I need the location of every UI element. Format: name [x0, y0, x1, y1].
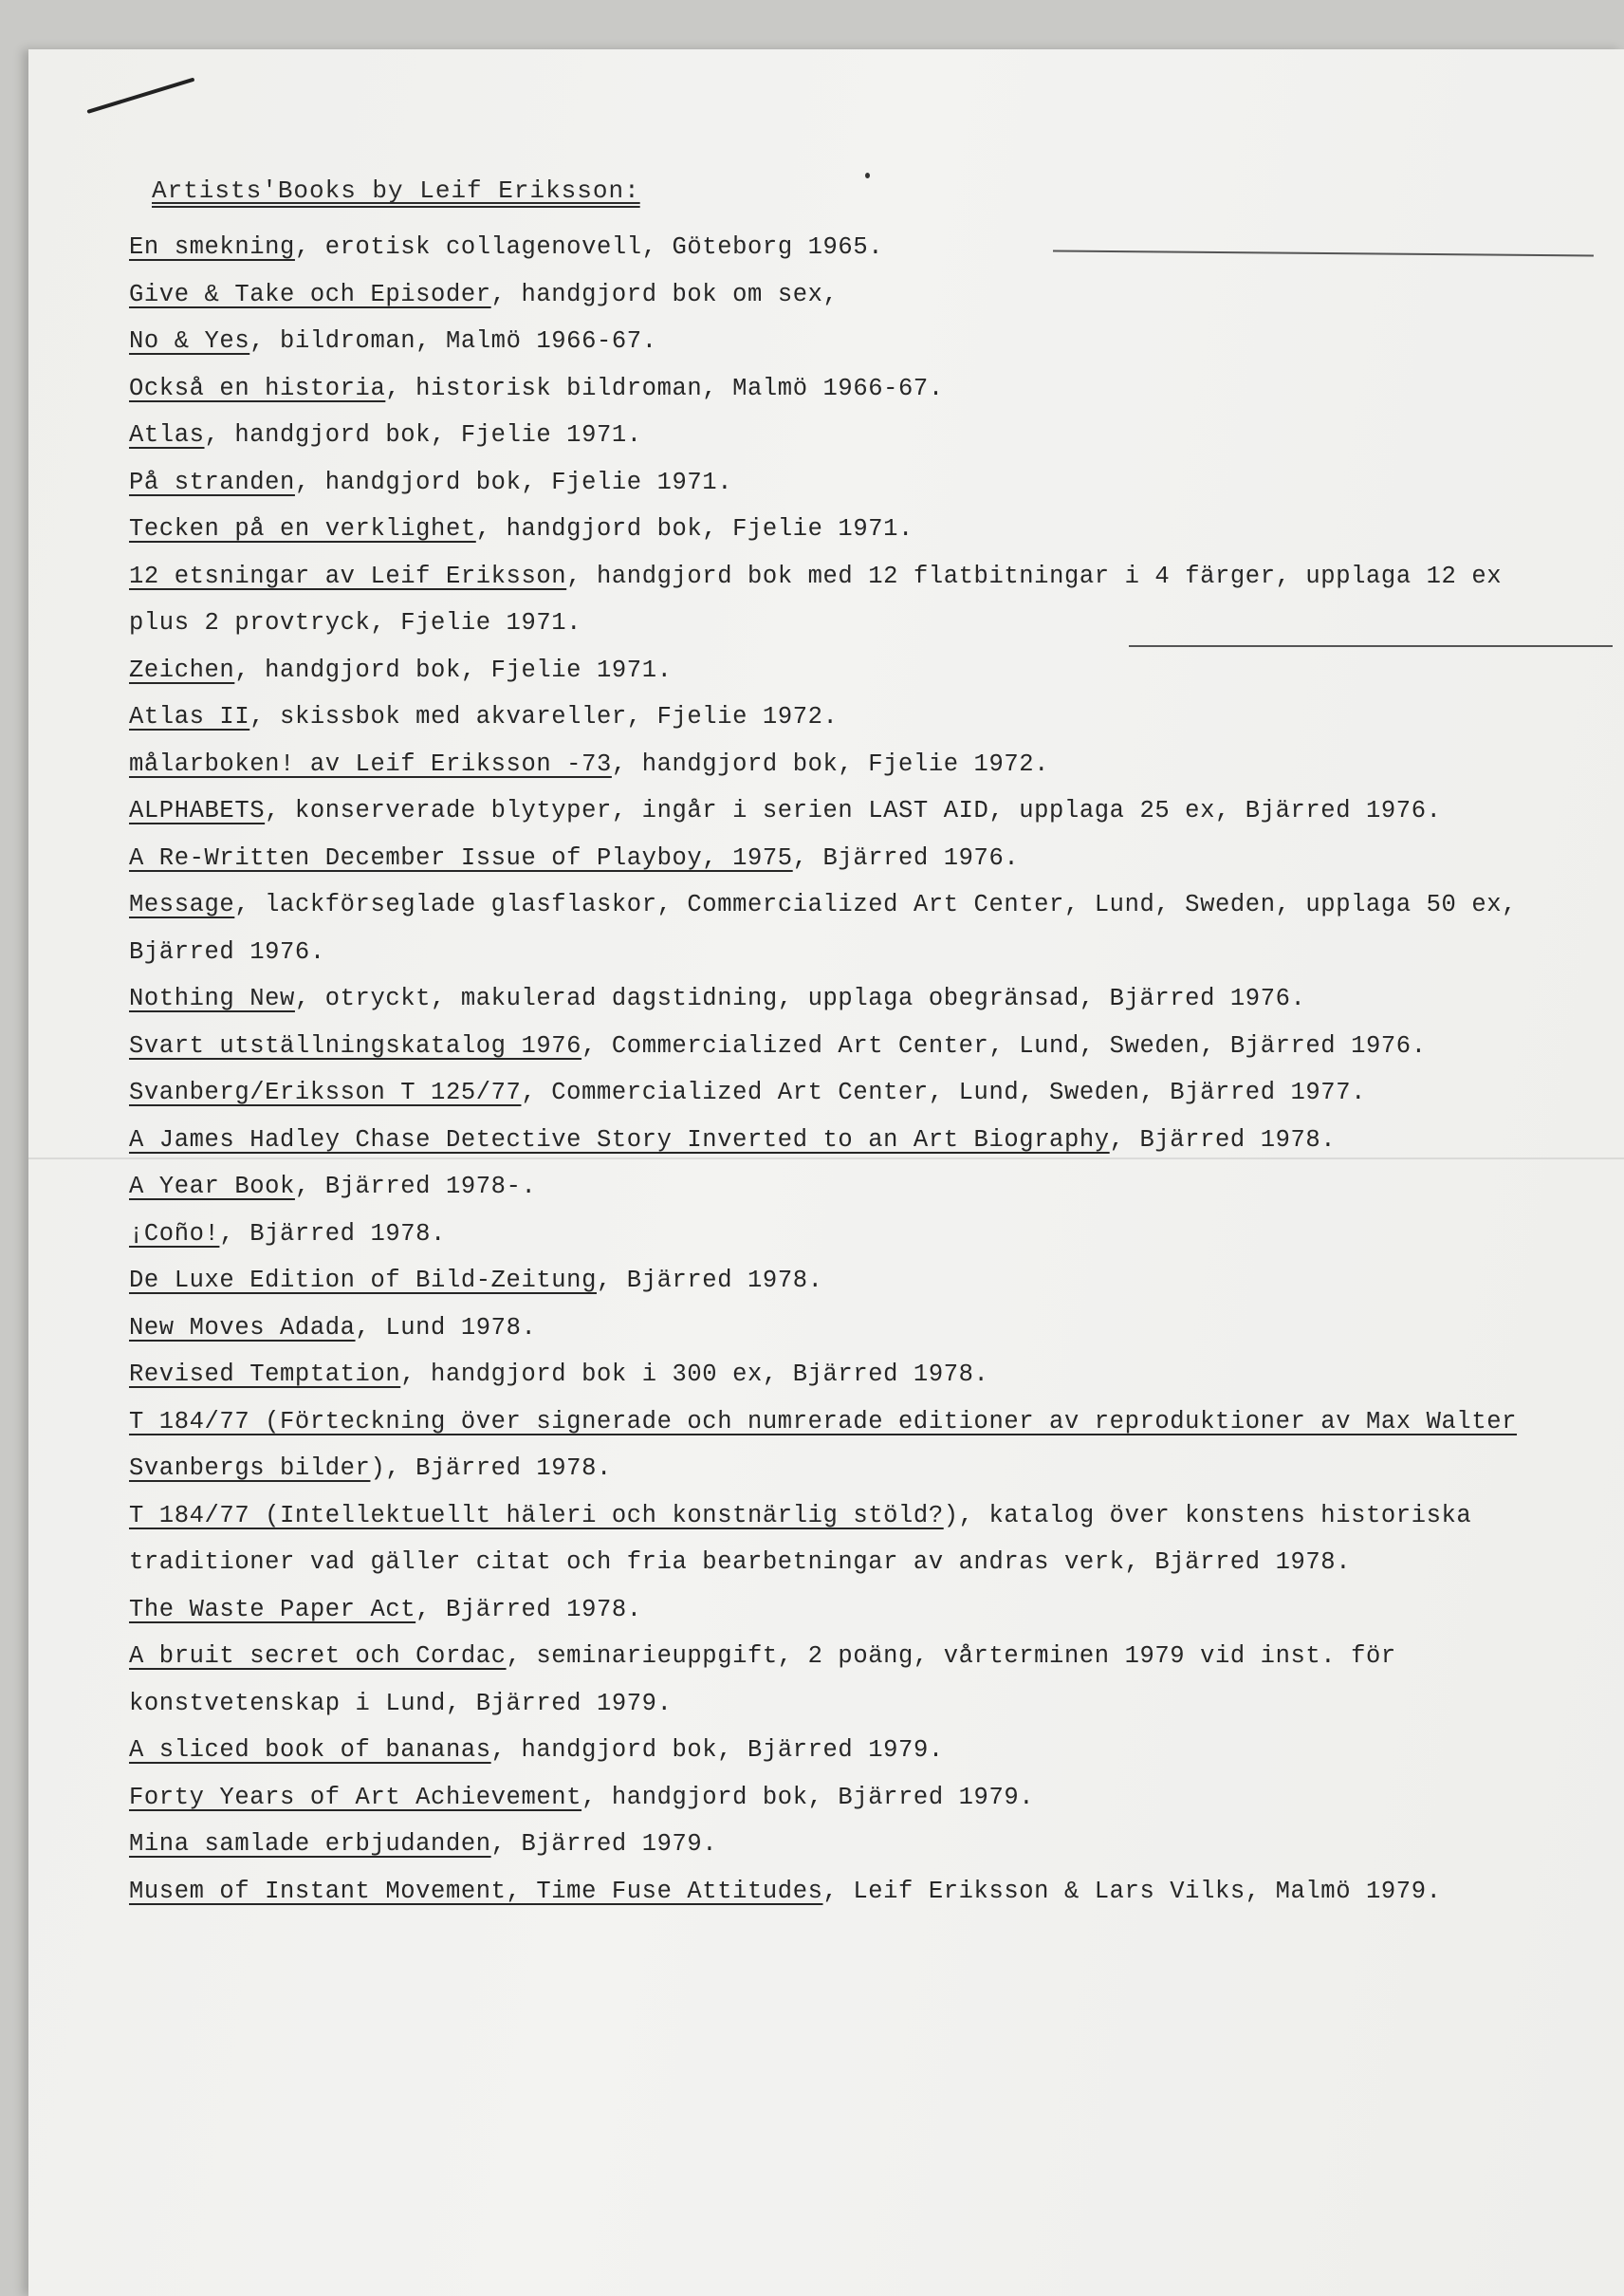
- book-title: A James Hadley Chase Detective Story Inverted to an Art Biography: [129, 1125, 1110, 1154]
- list-item: [129, 787, 1561, 835]
- book-title: ¡Coño!: [129, 1219, 220, 1248]
- book-title: A Year Book: [129, 1173, 295, 1200]
- list-item: [129, 1868, 1561, 1916]
- list-item: [129, 1163, 1561, 1211]
- book-title: På stranden: [129, 468, 295, 496]
- book-title: No & Yes: [129, 327, 250, 355]
- book-title: 12 etsningar av Leif Eriksson: [129, 562, 567, 590]
- list-item: [129, 1351, 1561, 1398]
- book-details: ), Bjärred 1978.: [370, 1454, 612, 1482]
- list-item: [129, 694, 1561, 741]
- list-item: [129, 1821, 1561, 1868]
- book-title: Också en historia: [129, 374, 386, 402]
- list-item: [129, 412, 1561, 459]
- book-details: , handgjord bok i 300 ex, Bjärred 1978.: [400, 1361, 989, 1388]
- book-details: , Bjärred 1978.: [596, 1267, 823, 1294]
- list-item: [129, 835, 1561, 882]
- book-title: Svanberg/Eriksson T 125/77: [129, 1079, 522, 1106]
- book-title: A sliced book of bananas: [129, 1736, 491, 1764]
- list-item: [129, 1586, 1561, 1634]
- book-details: , handgjord bok, Fjelie 1971.: [294, 468, 733, 496]
- list-item: [129, 1023, 1561, 1070]
- book-title: A bruit secret och Cordac: [129, 1642, 507, 1670]
- book-title: målarboken! av Leif Eriksson -73: [129, 750, 612, 778]
- book-details: , historisk bildroman, Malmö 1966-67.: [385, 374, 944, 402]
- list-item: [129, 271, 1561, 319]
- list-item: [129, 1492, 1561, 1586]
- book-details: , konserverade blytyper, ingår i serien LAST AID, upplaga 25 ex, Bjärred 1976.: [265, 797, 1442, 824]
- book-title: Give & Take och Episoder: [129, 280, 491, 308]
- list-item: [129, 881, 1561, 975]
- book-title: De Luxe Edition of Bild-Zeitung: [129, 1267, 597, 1294]
- book-details: , Bjärred 1976.: [792, 843, 1020, 872]
- book-details: , handgjord bok, Fjelie 1971.: [234, 656, 673, 684]
- book-details: , erotisk collagenovell, Göteborg 1965.: [294, 233, 884, 261]
- pen-stroke-mark: [86, 78, 194, 114]
- book-list: [129, 224, 1561, 1915]
- book-details: , skissbok med akvareller, Fjelie 1972.: [249, 703, 839, 731]
- book-details: , lackförseglade glasflaskor, Commercialized Art Center, Lund, Sweden, upplaga 50 ex, Bjärred 1976.: [129, 891, 1518, 966]
- list-item: [129, 1774, 1561, 1822]
- page-title: Artists'Books by Leif Eriksson:: [152, 176, 640, 205]
- book-title: En smekning: [129, 233, 295, 261]
- list-item: [129, 1305, 1561, 1352]
- list-item: [129, 506, 1561, 553]
- list-item: [129, 1211, 1561, 1258]
- book-details: , Bjärred 1978.: [415, 1595, 642, 1623]
- list-item: [129, 1117, 1561, 1164]
- book-details: , otryckt, makulerad dagstidning, upplaga obegränsad, Bjärred 1976.: [294, 985, 1306, 1012]
- book-title: The Waste Paper Act: [129, 1595, 416, 1623]
- book-title: Zeichen: [129, 656, 235, 684]
- book-details: , handgjord bok, Bjärred 1979.: [581, 1783, 1035, 1811]
- book-details: , Bjärred 1978.: [1109, 1125, 1337, 1154]
- book-title: Musem of Instant Movement, Time Fuse Attitudes: [129, 1877, 823, 1905]
- book-title: Svart utställningskatalog 1976: [129, 1031, 582, 1060]
- book-title: New Moves Adada: [129, 1313, 356, 1342]
- book-details: , Bjärred 1979.: [490, 1830, 718, 1858]
- book-details: , Lund 1978.: [355, 1313, 537, 1342]
- list-item: [129, 647, 1561, 694]
- book-details: , Commercialized Art Center, Lund, Sweden, Bjärred 1977.: [521, 1079, 1367, 1106]
- list-item: [129, 459, 1561, 507]
- list-item: [129, 365, 1561, 413]
- book-details: , Bjärred 1978-.: [294, 1173, 537, 1200]
- book-title: Mina samlade erbjudanden: [129, 1830, 491, 1858]
- list-item: [129, 1069, 1561, 1117]
- book-details: , handgjord bok om sex,: [490, 280, 839, 308]
- book-title: Revised Temptation: [129, 1361, 401, 1388]
- list-item: [129, 224, 1561, 271]
- book-title: T 184/77 (Förteckning över signerade och numrerade editioner av reproduktioner av Max Walter Svanbergs bilder: [129, 1407, 1518, 1482]
- list-item: [129, 1398, 1561, 1492]
- book-details: , handgjord bok, Fjelie 1971.: [475, 515, 914, 543]
- book-title: ALPHABETS: [129, 797, 266, 824]
- list-item: [129, 975, 1561, 1023]
- ink-dot-mark: [865, 173, 870, 178]
- book-title: Atlas: [129, 421, 205, 449]
- book-title: Message: [129, 891, 235, 918]
- list-item: [129, 1727, 1561, 1774]
- book-title: Tecken på en verklighet: [129, 515, 476, 543]
- book-details: , Leif Eriksson & Lars Vilks, Malmö 1979.: [822, 1877, 1442, 1905]
- book-title: T 184/77 (Intellektuellt häleri och konstnärlig stöld?: [129, 1501, 944, 1529]
- book-title: Forty Years of Art Achievement: [129, 1783, 582, 1811]
- list-item: [129, 318, 1561, 365]
- book-details: , Bjärred 1978.: [219, 1219, 446, 1248]
- book-title: Atlas II: [129, 703, 250, 731]
- list-item: [129, 553, 1561, 647]
- book-details: ), katalog över konstens historiska traditioner vad gäller citat och fria bearbetningar av andras verk, Bjärred 1978.: [129, 1501, 1472, 1576]
- book-details: , Commercialized Art Center, Lund, Sweden, Bjärred 1976.: [581, 1031, 1427, 1060]
- list-item: [129, 1633, 1561, 1727]
- book-details: , handgjord bok, Bjärred 1979.: [490, 1736, 944, 1764]
- book-details: , bildroman, Malmö 1966-67.: [249, 327, 657, 355]
- book-details: , handgjord bok, Fjelie 1971.: [204, 421, 642, 449]
- book-details: , seminarieuppgift, 2 poäng, vårterminen 1979 vid inst. för konstvetenskap i Lund, Bjärred 1979.: [129, 1642, 1396, 1717]
- list-item: [129, 741, 1561, 788]
- list-item: [129, 1257, 1561, 1305]
- book-details: , handgjord bok, Fjelie 1972.: [611, 750, 1050, 778]
- book-title: A Re-Written December Issue of Playboy, 1975: [129, 843, 793, 872]
- book-title: Nothing New: [129, 985, 295, 1012]
- book-details: , handgjord bok med 12 flatbitningar i 4 färger, upplaga 12 ex plus 2 provtryck, Fjelie 1971.: [129, 562, 1503, 637]
